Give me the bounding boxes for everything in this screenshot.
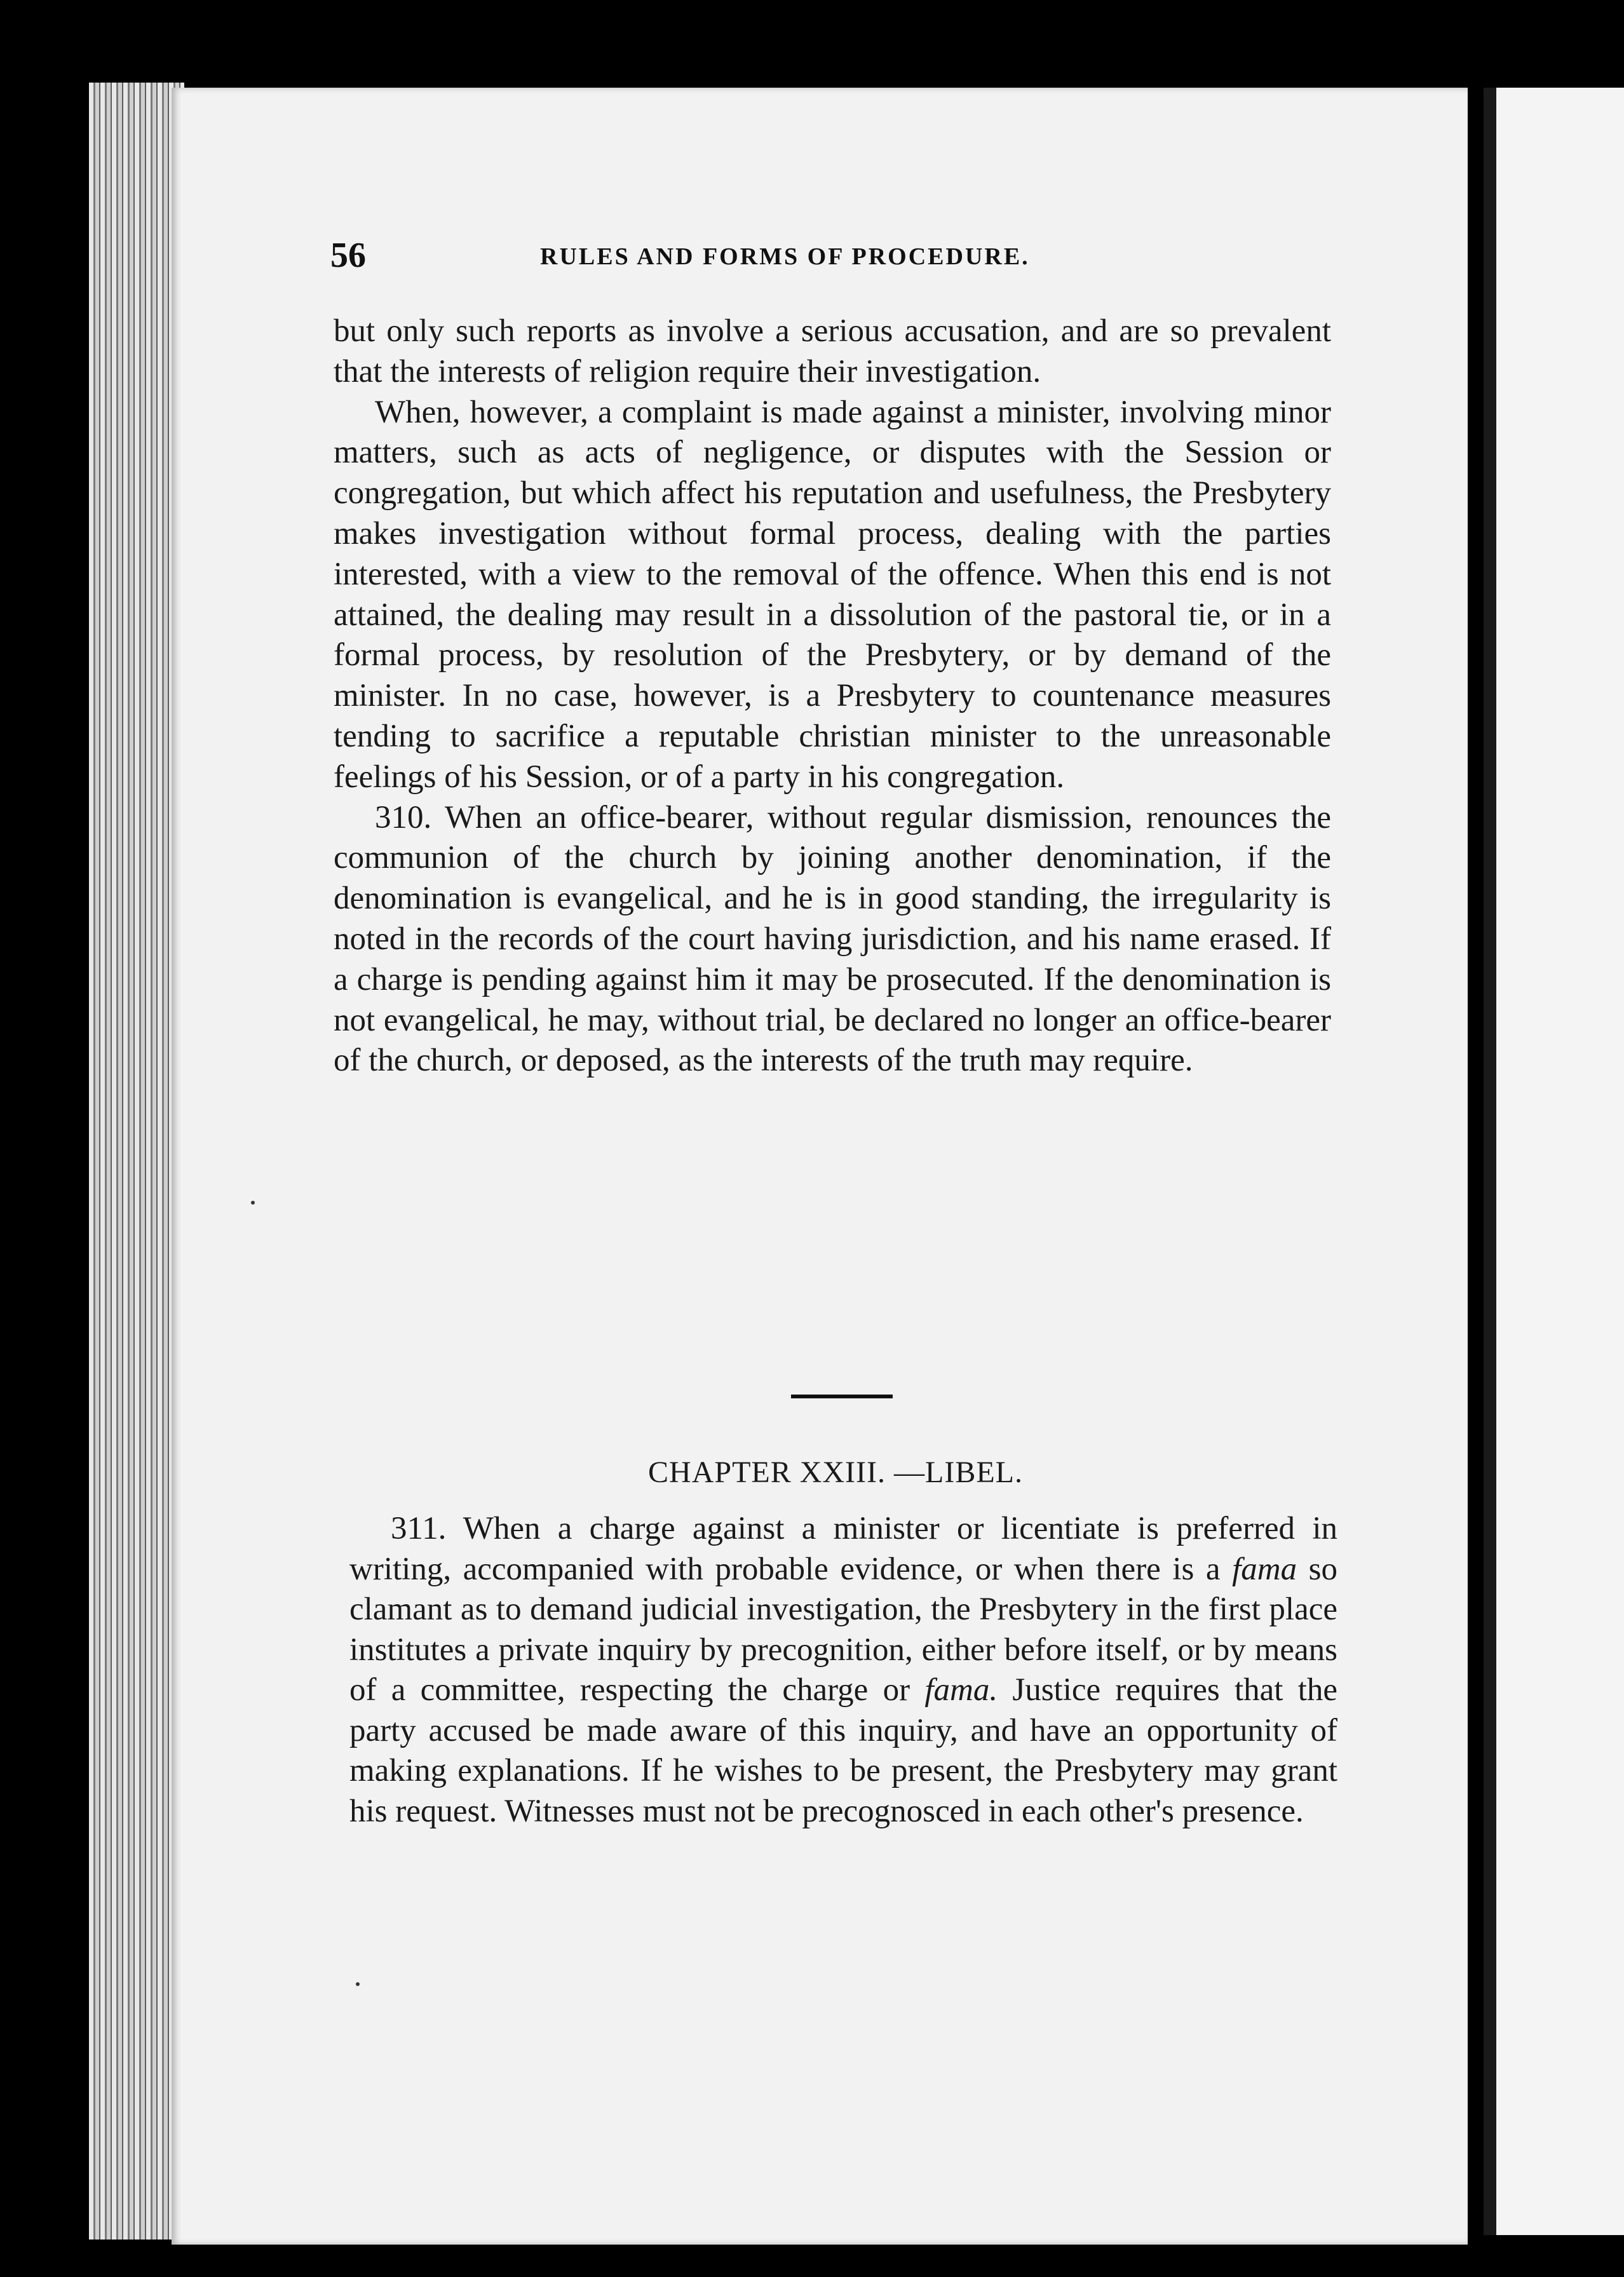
page-number: 56 — [330, 236, 366, 275]
body-text — [334, 311, 1331, 1081]
paragraph-complaint: When, however, a complaint is made against a minister, involving minor matters, such as acts of negligence, or disputes with the Session or congregation, but which affect his reputation and usefulness, the Presbytery makes investigation without formal process, dealing with the parties interested, with a view to the removal of the offence. When this end is not attained, the dealing may result in a dissolution of the pastoral tie, or in a formal process, by resolution of the Presbytery, or by demand of the minister. In no case, however, is a Presbytery to countenance measures tending to sacrifice a reputable christian minister to the unreasonable feelings of his Session, or of a party in his congregation. — [334, 394, 1331, 795]
fama-term: fama — [1232, 1551, 1297, 1587]
page-header — [330, 235, 1334, 280]
paragraph-310: 310. When an office-bearer, without regular dismission, renounces the communion of the church by joining another denomination, if the denomination is evangelical, and he is in good standing, the irregularity is noted in the records of the court having jurisdiction, and his name erased. If a charge is pending against him it may be prosecuted. If the denomination is not evangelical, he may, without trial, be declared no longer an office-bearer of the church, or deposed, as the interests of the truth may require. — [334, 799, 1331, 1079]
chapter-title: CHAPTER XXIII. —LIBEL. — [648, 1456, 1023, 1489]
paragraph-311 — [349, 1509, 1337, 1832]
running-head: RULES AND FORMS OF PROCEDURE. — [540, 243, 1030, 270]
fama-term: fama. — [924, 1672, 998, 1708]
scan-speck — [251, 1201, 255, 1205]
page-edges — [89, 83, 184, 2240]
paragraph-311-part3: Justice requires that the party accused be made aware of this inquiry, and have an opportunity of making explanations. If he wishes to be present, the Presbytery may grant his request. Witnesses must not be precognosced in each other's presence. — [349, 1672, 1338, 1829]
paragraph-311-part1: 311. When a charge against a minister or licentiate is preferred in writing, accompanied with probable evidence, or when there is a — [349, 1511, 1337, 1587]
facing-page-edge — [1484, 88, 1624, 2235]
section-divider — [791, 1395, 893, 1398]
scan-speck — [356, 1982, 360, 1986]
paragraph-311-part2: so clamant as to demand judicial investigation, the Presbytery in the first place institutes a private inquiry by precognition, either before itself, or by means of a committee, respecting the charge or — [349, 1551, 1337, 1708]
paragraph-continued: but only such reports as involve a serious accusation, and are so prevalent that the interests of religion require their investigation. — [334, 313, 1331, 389]
section-311 — [349, 1509, 1337, 1832]
